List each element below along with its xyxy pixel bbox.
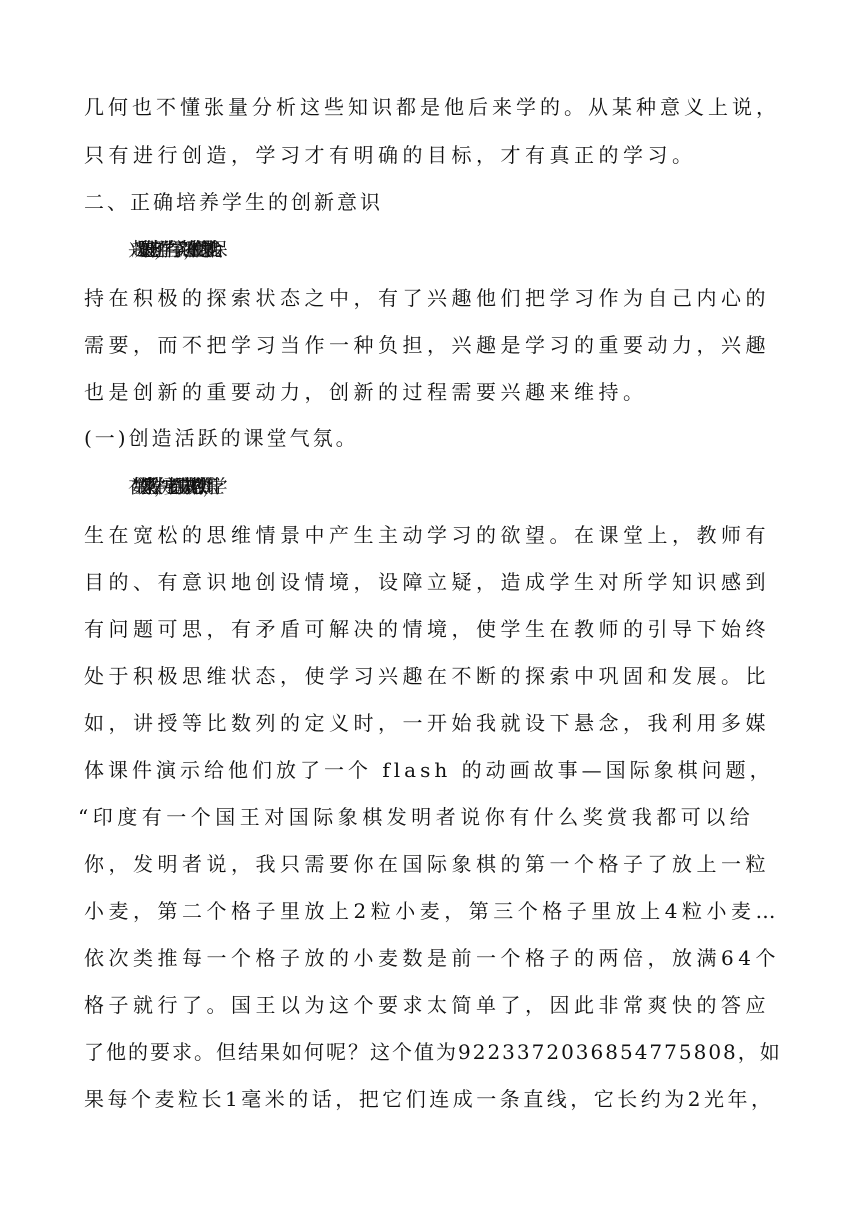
text-line-2: 只有进行创造，学习才有明确的目标，才有真正的学习。	[84, 143, 697, 167]
paragraph-line-15: 依次类推每一个格子放的小麦数是前一个格子的两倍，放满64个	[84, 946, 780, 970]
paragraph-line-11: 体课件演示给他们放了一个 flash 的动画故事—国际象棋问题，	[84, 758, 774, 782]
subsection-heading: (一)创造活跃的课堂气氛。	[84, 426, 359, 450]
paragraph-line-10: 如，讲授等比数列的定义时，一开始我就设下悬念，我利用多媒	[84, 711, 770, 735]
paragraph-line-6: 生在宽松的思维情景中产生主动学习的欲望。在课堂上，教师有	[84, 523, 770, 547]
paragraph-line-1: 兴趣是最好的老师，学生有了学习兴趣，他们的思维就会保	[128, 240, 213, 261]
paragraph-line-2: 持在积极的探索状态之中，有了兴趣他们把学习作为自己内心的	[84, 286, 770, 310]
paragraph-line-5: 在数学课堂教学中，一定要打破墨守成规的教学训练，让学	[128, 477, 213, 498]
paragraph-line-13: 你，发明者说，我只需要你在国际象棋的第一个格子了放上一粒	[84, 852, 770, 876]
section-heading: 二、正确培养学生的创新意识	[84, 190, 383, 214]
paragraph-line-7: 目的、有意识地创设情境，设障立疑，造成学生对所学知识感到	[84, 570, 770, 594]
paragraph-line-17: 了他的要求。但结果如何呢？这个值为9223372036854775808，如	[84, 1040, 782, 1064]
paragraph-line-12: “印度有一个国王对国际象棋发明者说你有什么奖赏我都可以给	[78, 805, 755, 829]
paragraph-line-4: 也是创新的重要动力，创新的过程需要兴趣来维持。	[84, 380, 648, 404]
paragraph-line-9: 处于积极思维状态，使学习兴趣在不断的探索中巩固和发展。比	[84, 664, 770, 688]
paragraph-line-8: 有问题可思，有矛盾可解决的情境，使学生在教师的引导下始终	[84, 617, 770, 641]
text-line-1: 几何也不懂张量分析这些知识都是他后来学的。从某种意义上说，	[84, 95, 780, 119]
paragraph-line-18: 果每个麦粒长1毫米的话，把它们连成一条直线，它长约为2光年，	[84, 1087, 775, 1111]
paragraph-line-3: 需要，而不把学习当作一种负担，兴趣是学习的重要动力，兴趣	[84, 333, 770, 357]
paragraph-line-16: 格子就行了。国王以为这个要求太简单了，因此非常爽快的答应	[84, 993, 770, 1017]
paragraph-line-14: 小麦，第二个格子里放上2粒小麦，第三个格子里放上4粒小麦…	[84, 899, 780, 923]
